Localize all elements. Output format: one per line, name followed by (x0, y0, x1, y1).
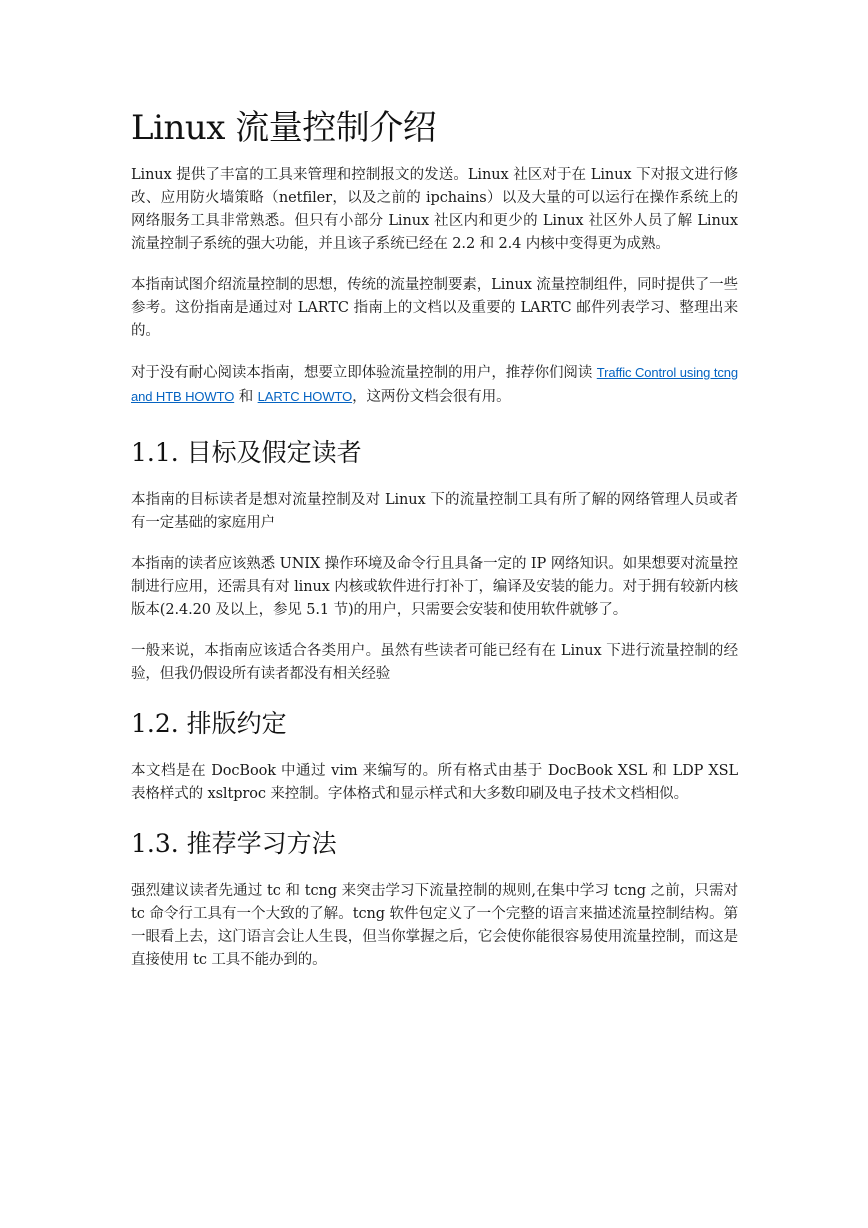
section-heading-1-1: 1.1. 目标及假定读者 (131, 438, 362, 467)
section-1-1-paragraph-2: 本指南的读者应该熟悉 UNIX 操作环境及命令行且具备一定的 IP 网络知识。如果想要对流量控制进行应用，还需具有对 linux 内核或软件进行打补丁，编译及安装的能力。对于拥有较新内核版本(2.4.20 及以上，参见 5.1 节)的用户，只需要会安装和使用软件就够了。 (131, 556, 738, 618)
section-1-2-paragraph-1: 本文档是在 DocBook 中通过 vim 来编写的。所有格式由基于 DocBook XSL 和 LDP XSL 表格样式的 xsltproc 来控制。字体格式和显示样式和大多数印刷及电子技术文档相似。 (131, 763, 738, 802)
intro-paragraph-2: 本指南试图介绍流量控制的思想，传统的流量控制要素，Linux 流量控制组件，同时提供了一些参考。这份指南是通过对 LARTC 指南上的文档以及重要的 LARTC 邮件列表学习、整理出来的。 (131, 277, 738, 339)
page-title: Linux 流量控制介绍 (131, 108, 437, 148)
lartc-howto-link[interactable]: LARTC HOWTO (257, 389, 353, 404)
document-page (131, 100, 738, 990)
intro-paragraph-3-text-mid: 和 (234, 389, 258, 405)
section-1-3-paragraph-1: 强烈建议读者先通过 tc 和 tcng 来突击学习下流量控制的规则,在集中学习 tcng 之前，只需对 tc 命令行工具有一个大致的了解。tcng 软件包定义了一个完整的语言来描述流量控制结构。第一眼看上去，这门语言会让人生畏，但当你掌握之后，它会使你能很容易使用流量控制，而这是直接使用 tc 工具不能办到的。 (131, 883, 738, 968)
intro-paragraph-3 (131, 361, 738, 409)
section-heading-1-3: 1.3. 推荐学习方法 (131, 829, 337, 858)
tcng-htb-howto-link[interactable]: Traffic Control using tcng and HTB HOWTO (131, 365, 738, 404)
section-1-1-paragraph-3: 一般来说，本指南应该适合各类用户。虽然有些读者可能已经有在 Linux 下进行流量控制的经验，但我仍假设所有读者都没有相关经验 (131, 643, 738, 682)
section-heading-1-2: 1.2. 排版约定 (131, 709, 287, 738)
intro-paragraph-3-text-after: ，这两份文档会很有用。 (352, 389, 511, 405)
section-1-1-paragraph-1: 本指南的目标读者是想对流量控制及对 Linux 下的流量控制工具有所了解的网络管理人员或者有一定基础的家庭用户 (131, 492, 738, 531)
intro-paragraph-3-text-before: 对于没有耐心阅读本指南，想要立即体验流量控制的用户，推荐你们阅读 (131, 365, 597, 381)
intro-paragraph-1: Linux 提供了丰富的工具来管理和控制报文的发送。Linux 社区对于在 Linux 下对报文进行修改、应用防火墙策略（netfiler，以及之前的 ipchains）以及大量的可以运行在操作系统上的网络服务工具非常熟悉。但只有小部分 Linux 社区内和更少的 Linux 社区外人员了解 Linux 流量控制子系统的强大功能，并且该子系统已经在 2.2 和 2.4 内核中变得更为成熟。 (131, 167, 738, 252)
